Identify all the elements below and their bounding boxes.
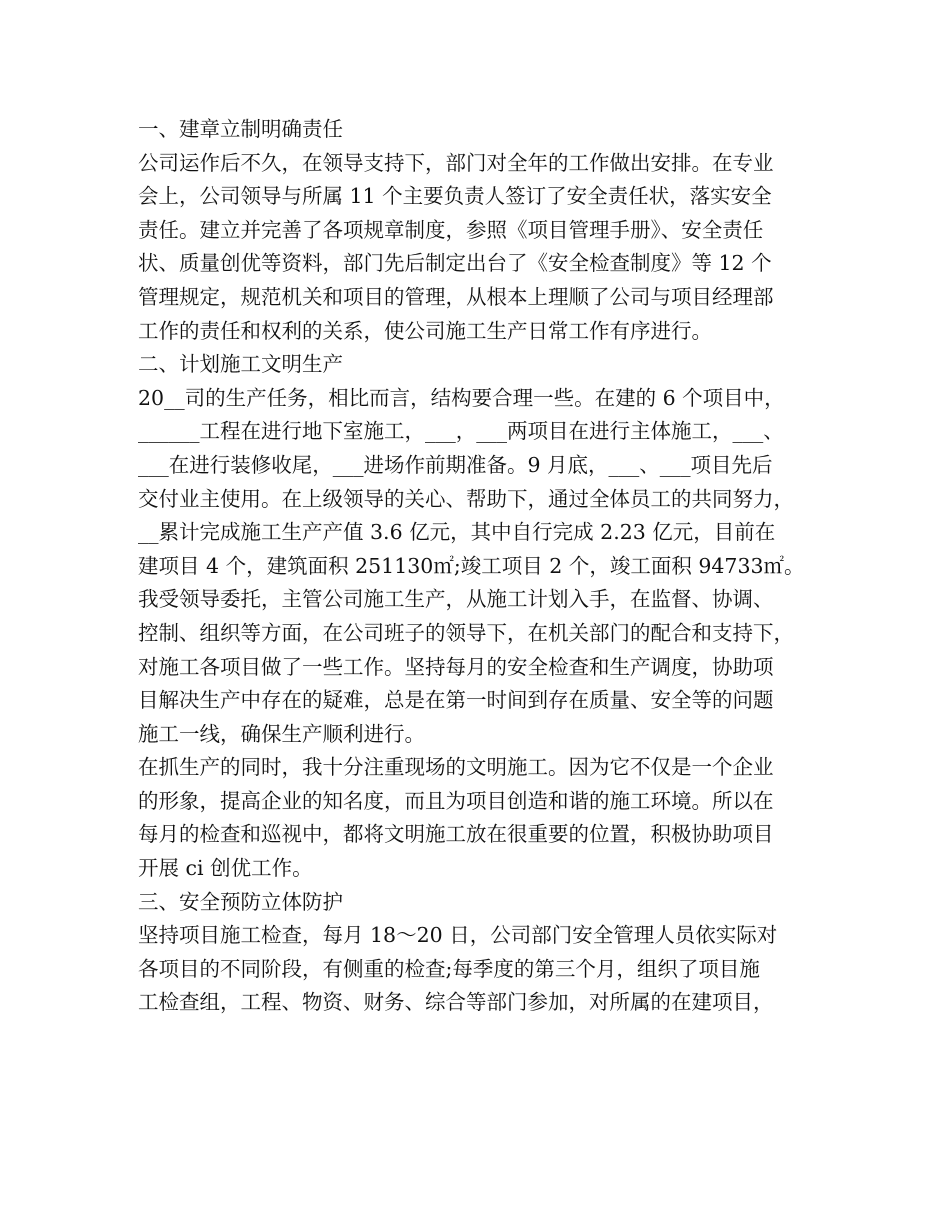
paragraph-line: 20__司的生产任务，相比而言，结构要合理一些。在建的 6 个项目中，	[138, 385, 785, 410]
section-heading-3: 三、安全预防立体防护	[138, 889, 343, 914]
paragraph-line: ___在进行装修收尾，___进场作前期准备。9 月底，___、___项目先后	[138, 452, 773, 477]
paragraph-line: __累计完成施工生产产值 3.6 亿元，其中自行完成 2.23 亿元，目前在	[138, 520, 776, 545]
paragraph-line: 公司运作后不久，在领导支持下，部门对全年的工作做出安排。在专业	[138, 150, 774, 175]
paragraph-line: 各项目的不同阶段，有侧重的检查;每季度的第三个月，组织了项目施	[138, 956, 760, 981]
section-heading-2: 二、计划施工文明生产	[138, 352, 343, 377]
paragraph-line: 目解决生产中存在的疑难，总是在第一时间到存在质量、安全等的问题	[138, 688, 774, 713]
paragraph-line: 每月的检查和巡视中，都将文明施工放在很重要的位置，积极协助项目	[138, 822, 774, 847]
section-heading-1: 一、建章立制明确责任	[138, 117, 343, 141]
paragraph-line: 工作的责任和权利的关系，使公司施工生产日常工作有序进行。	[138, 318, 712, 343]
paragraph-line: 状、质量创优等资料，部门先后制定出台了《安全检查制度》等 12 个	[138, 251, 772, 276]
paragraph-line: 我受领导委托，主管公司施工生产，从施工计划入手，在监督、协调、	[138, 587, 774, 612]
paragraph-line: 会上，公司领导与所属 11 个主要负责人签订了安全责任状，落实安全	[138, 184, 772, 209]
paragraph-line: 施工一线，确保生产顺利进行。	[138, 721, 425, 746]
paragraph-line: 的形象，提高企业的知名度，而且为项目创造和谐的施工环境。所以在	[138, 788, 774, 813]
paragraph-line: 工检查组，工程、物资、财务、综合等部门参加，对所属的在建项目，	[138, 990, 774, 1015]
paragraph-line: 交付业主使用。在上级领导的关心、帮助下，通过全体员工的共同努力，	[138, 486, 794, 511]
paragraph-line: ______工程在进行地下室施工，___，___两项目在进行主体施工，___、	[138, 419, 784, 444]
paragraph-line: 控制、组织等方面，在公司班子的领导下，在机关部门的配合和支持下，	[138, 620, 794, 645]
document-body	[138, 113, 818, 1020]
paragraph-line: 对施工各项目做了一些工作。坚持每月的安全检查和生产调度，协助项	[138, 654, 774, 679]
paragraph-line: 建项目 4 个，建筑面积 251130㎡;竣工项目 2 个，竣工面积 94733㎡。	[138, 553, 805, 578]
paragraph-line: 坚持项目施工检查，每月 18～20 日，公司部门安全管理人员依实际对	[138, 923, 778, 948]
paragraph-line: 管理规定，规范机关和项目的管理，从根本上理顺了公司与项目经理部	[138, 284, 774, 309]
paragraph-line: 开展 ci 创优工作。	[138, 856, 313, 881]
paragraph-line: 责任。建立并完善了各项规章制度，参照《项目管理手册》、安全责任	[138, 217, 764, 242]
paragraph-line: 在抓生产的同时，我十分注重现场的文明施工。因为它不仅是一个企业	[138, 755, 774, 780]
